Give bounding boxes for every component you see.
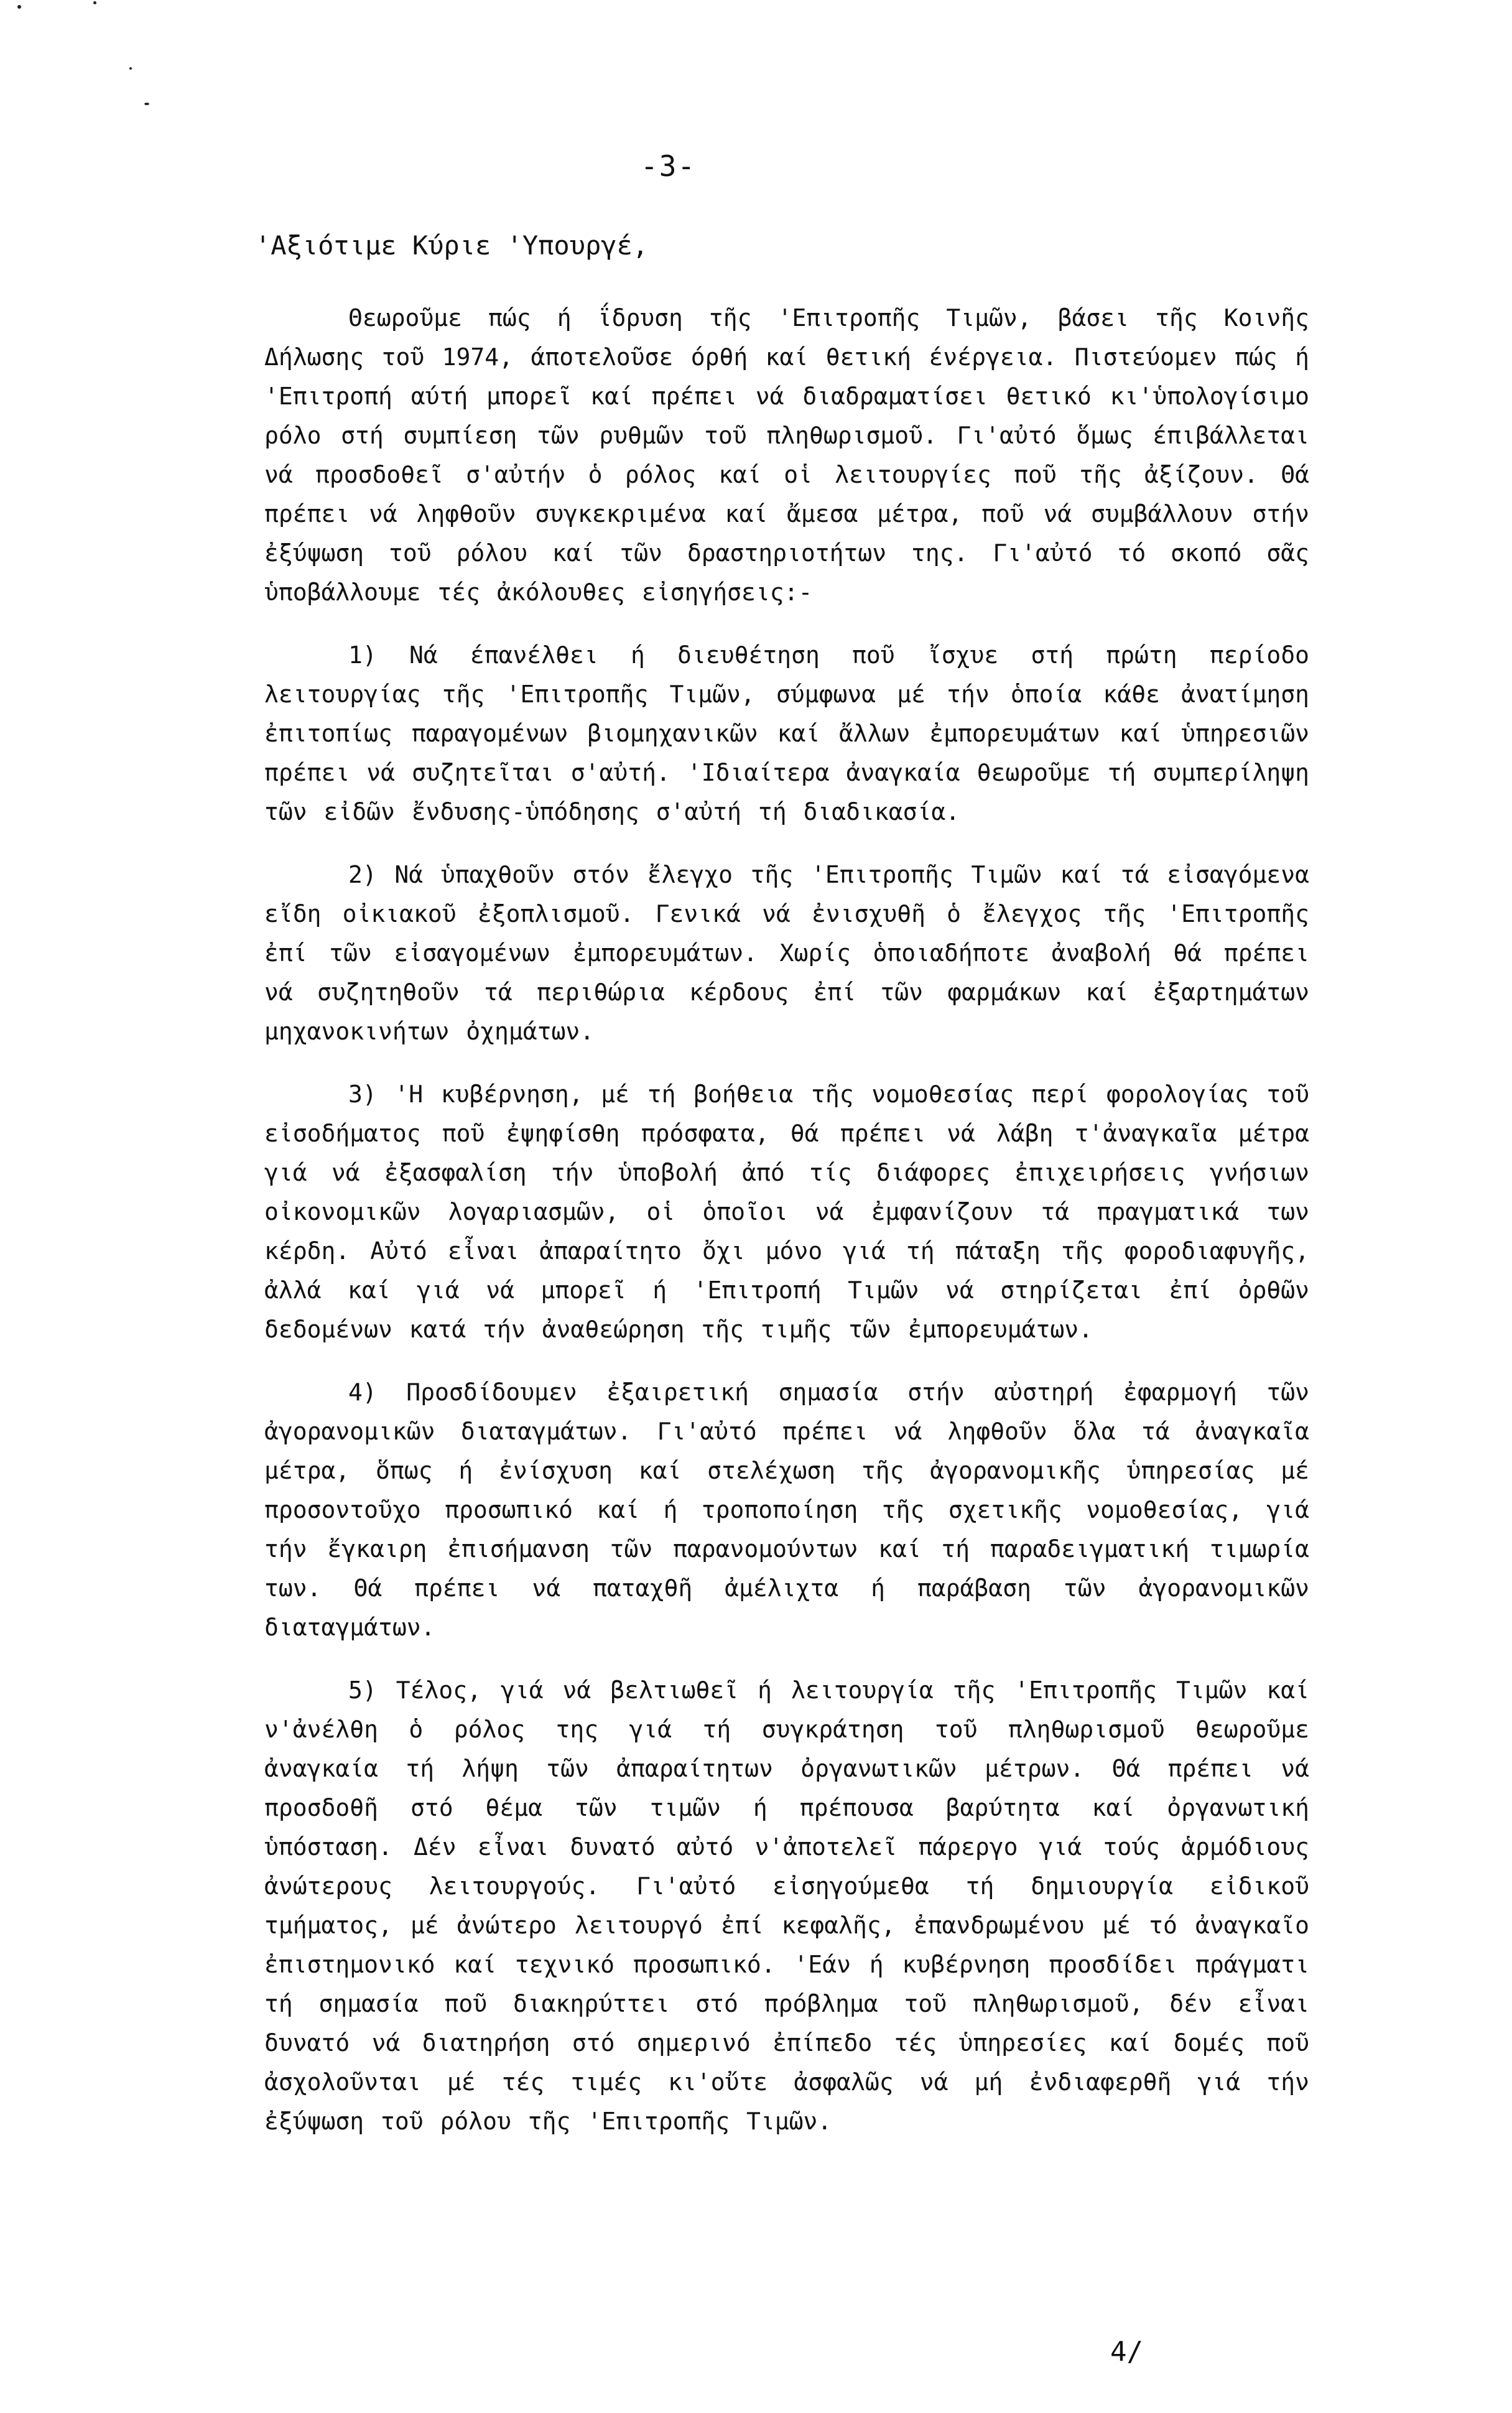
recommendation-2-paragraph: 2) Νά ὑπαχθοῦν στόν ἔλεγχο τῆς 'Επιτροπῆς Τιμῶν καί τά εἰσαγόμενα εἴδη οἰκιακοῦ ἐξοπλισμοῦ. Γενικά νά ἐνισχυθῆ ὁ ἔλεγχος τῆς 'Επιτροπῆς ἐπί τῶν εἰσαγομένων ἐμπορευμάτων. Χωρίς ὁποιαδήποτε ἀναβολή θά πρέπει νά συζητηθοῦν τά περιθώρια κέρδους ἐπί τῶν φαρμάκων καί ἐξαρτημάτων μηχανοκινήτων ὀχημάτων. xyxy=(264,861,1309,1045)
scan-speck xyxy=(93,1,96,4)
scan-speck xyxy=(17,5,21,9)
scan-speck xyxy=(129,67,132,70)
recommendation-3-paragraph: 3) 'Η κυβέρνηση, μέ τή βοήθεια τῆς νομοθεσίας περί φορολογίας τοῦ εἰσοδήματος ποῦ ἐψηφίσθη πρόσφατα, θά πρέπει νά λάβη τ'ἀναγκαῖα μέτρα γιά νά ἐξασφαλίση τήν ὑποβολή ἀπό τίς διάφορες ἐπιχειρήσεις γνήσιων οἰκονομικῶν λογαριασμῶν, οἱ ὁποῖοι νά ἐμφανίζουν τά πραγματικά των κέρδη. Αὐτό εἶναι ἀπαραίτητο ὄχι μόνο γιά τή πάταξη τῆς φοροδιαφυγῆς, ἀλλά καί γιά νά μπορεῖ ή 'Επιτροπή Τιμῶν νά στηρίζεται ἐπί ὀρθῶν δεδομένων κατά τήν ἀναθεώρηση τῆς τιμῆς τῶν ἐμπορευμάτων. xyxy=(264,1081,1309,1343)
scan-speck xyxy=(144,103,149,105)
salutation: 'Αξιότιμε Κύριε 'Υπουργέ, xyxy=(255,230,649,261)
letter-body xyxy=(264,299,1309,2141)
recommendation-4-paragraph: 4) Προσδίδουμεν ἐξαιρετική σημασία στήν αὐστηρή ἐφαρμογή τῶν ἀγορανομικῶν διαταγμάτων. Γι'αὐτό πρέπει νά ληφθοῦν ὅλα τά ἀναγκαῖα μέτρα, ὅπως ή ἐνίσχυση καί στελέχωση τῆς ἀγορανομικῆς ὑπηρεσίας μέ προσοντοῦχο προσωπικό καί ή τροποποίηση τῆς σχετικῆς νομοθεσίας, γιά τήν ἔγκαιρη ἐπισήμανση τῶν παρανομούντων καί τή παραδειγματική τιμωρία των. Θά πρέπει νά παταχθῆ ἀμέλιχτα ή παράβαση τῶν ἀγορανομικῶν διαταγμάτων. xyxy=(264,1379,1309,1641)
page-number: -3- xyxy=(641,149,697,183)
recommendation-1-paragraph: 1) Νά έπανέλθει ή διευθέτηση ποῦ ἴσχυε στή πρώτη περίοδο λειτουργίας τῆς 'Επιτροπῆς Τιμῶν, σύμφωνα μέ τήν ὁποία κάθε ἀνατίμηση ἐπιτοπίως παραγομένων βιομηχανικῶν καί ἄλλων ἐμπορευμάτων καί ὑπηρεσιῶν πρέπει νά συζητεῖται σ'αὐτή. 'Ιδιαίτερα ἀναγκαία θεωροῦμε τή συμπερίληψη τῶν εἰδῶν ἔνδυσης-ὑπόδησης σ'αὐτή τή διαδικασία. xyxy=(264,641,1309,825)
continuation-mark: 4/ xyxy=(1110,2336,1143,2368)
intro-paragraph: Θεωροῦμε πώς ή ΐδρυση τῆς 'Επιτροπῆς Τιμῶν, βάσει τῆς Κοινῆς Δήλωσης τοῦ 1974, άποτελοῦσε όρθή καί θετική ένέργεια. Πιστεύομεν πώς ή 'Επιτροπή αύτή μπορεῖ καί πρέπει νά διαδραματίσει θετικό κι'ὑπολογίσιμο ρόλο στή συμπίεση τῶν ρυθμῶν τοῦ πληθωρισμοῦ. Γι'αὐτό ὅμως έπιβάλλεται νά προσδοθεῖ σ'αὐτήν ὁ ρόλος καί οἱ λειτουργίες ποῦ τῆς ἀξίζουν. Θά πρέπει νά ληφθοῦν συγκεκριμένα καί ἄμεσα μέτρα, ποῦ νά συμβάλλουν στήν ἐξύψωση τοῦ ρόλου καί τῶν δραστηριοτήτων της. Γι'αὐτό τό σκοπό σᾶς ὑποβάλλουμε τές ἀκόλουθες εἰσηγήσεις:- xyxy=(264,304,1309,606)
recommendation-5-paragraph: 5) Τέλος, γιά νά βελτιωθεῖ ή λειτουργία τῆς 'Επιτροπῆς Τιμῶν καί ν'ἀνέλθη ὁ ρόλος της γιά τή συγκράτηση τοῦ πληθωρισμοῦ θεωροῦμε ἀναγκαία τή λήψη τῶν ἀπαραίτητων ὀργανωτικῶν μέτρων. Θά πρέπει νά προσδοθῆ στό θέμα τῶν τιμῶν ή πρέπουσα βαρύτητα καί ὀργανωτική ὑπόσταση. Δέν εἶναι δυνατό αὐτό ν'ἀποτελεῖ πάρεργο γιά τούς ἁρμόδιους ἀνώτερους λειτουργούς. Γι'αὐτό εἰσηγούμεθα τή δημιουργία εἰδικοῦ τμήματος, μέ ἀνώτερο λειτουργό ἐπί κεφαλῆς, ἐπανδρωμένου μέ τό ἀναγκαῖο ἐπιστημονικό καί τεχνικό προσωπικό. 'Εάν ή κυβέρνηση προσδίδει πράγματι τή σημασία ποῦ διακηρύττει στό πρόβλημα τοῦ πληθωρισμοῦ, δέν εἶναι δυνατό νά διατηρήση στό σημερινό ἐπίπεδο τές ὑπηρεσίες καί δομές ποῦ ἀσχολοῦνται μέ τές τιμές κι'οὔτε ἀσφαλῶς νά μή ἐνδιαφερθῆ γιά τήν ἐξύψωση τοῦ ρόλου τῆς 'Επιτροπῆς Τιμῶν. xyxy=(264,1676,1309,2135)
